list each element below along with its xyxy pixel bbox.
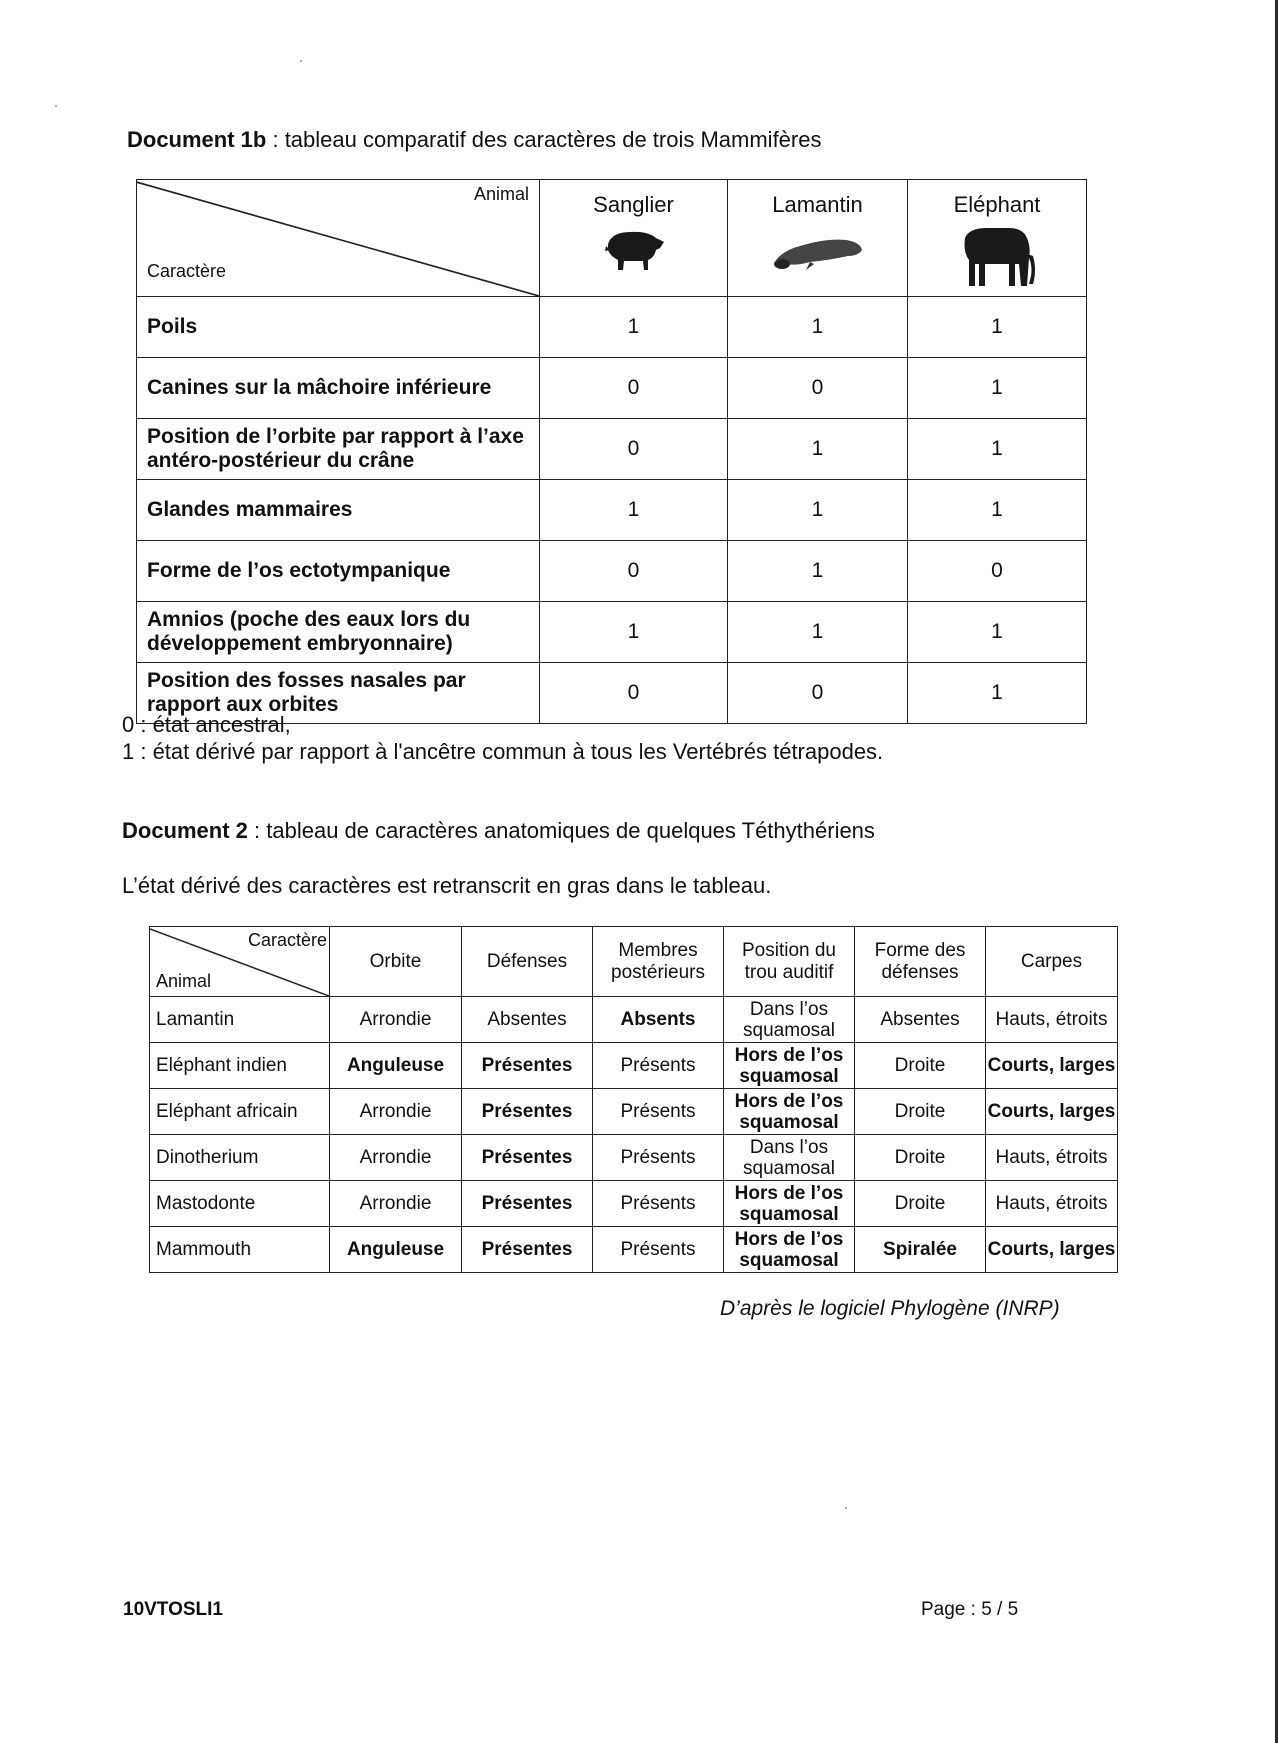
doc1b-row <box>137 297 1087 358</box>
doc1b-value: 0 <box>540 541 728 602</box>
doc1b-value: 0 <box>908 541 1087 602</box>
doc2-cell: Arrondie <box>330 1181 462 1227</box>
doc2-cell: Présents <box>593 1135 724 1181</box>
doc1b-row <box>137 541 1087 602</box>
doc1b-title-bold: Document 1b <box>127 127 267 152</box>
doc2-header-animal: Animal <box>156 971 212 991</box>
legend-line-1: 1 : état dérivé par rapport à l'ancêtre commun à tous les Vertébrés tétrapodes. <box>122 739 884 764</box>
scan-speck <box>300 60 302 62</box>
doc2-cell: Présents <box>593 1089 724 1135</box>
doc2-row <box>150 1135 1118 1181</box>
doc2-title-rest: : tableau de caractères anatomiques de quelques Téthythériens <box>247 818 875 843</box>
doc2-cell: Arrondie <box>330 1135 462 1181</box>
doc1b-heading <box>127 127 821 153</box>
doc2-table <box>149 926 1118 1273</box>
doc2-header-caractere: Caractère <box>247 930 327 950</box>
doc1b-corner-cell <box>137 180 540 297</box>
doc2-cell: Arrondie <box>330 1089 462 1135</box>
doc1b-row-label: Position de l’orbite par rapport à l’axe antéro-postérieur du crâne <box>137 419 540 480</box>
doc1b-value: 1 <box>908 358 1087 419</box>
doc2-cell: Courts, larges <box>986 1089 1118 1135</box>
doc1b-value: 1 <box>908 297 1087 358</box>
doc1b-row-label: Amnios (poche des eaux lors du développement embryonnaire) <box>137 602 540 663</box>
doc2-row <box>150 997 1118 1043</box>
doc2-cell: Absentes <box>462 997 593 1043</box>
animal-name: Eléphant <box>953 192 1041 217</box>
doc2-cell: Absents <box>593 997 724 1043</box>
elephant-icon <box>957 224 1037 290</box>
doc2-cell: Courts, larges <box>986 1043 1118 1089</box>
doc1b-value: 1 <box>728 419 908 480</box>
doc2-cell: Présents <box>593 1227 724 1273</box>
doc1b-row-label: Glandes mammaires <box>137 480 540 541</box>
doc1b-table <box>136 179 1087 724</box>
doc2-cell: Hors de l’os squamosal <box>724 1181 855 1227</box>
doc1b-value: 0 <box>728 358 908 419</box>
doc1b-value: 1 <box>728 541 908 602</box>
animal-col-elephant <box>908 180 1087 297</box>
doc2-cell: Courts, larges <box>986 1227 1118 1273</box>
doc2-note: L’état dérivé des caractères est retranscrit en gras dans le tableau. <box>122 873 772 898</box>
doc2-cell: Spiralée <box>855 1227 986 1273</box>
doc1b-value: 1 <box>908 663 1087 724</box>
doc2-animal: Eléphant africain <box>150 1089 330 1135</box>
doc2-col-header: Membres postérieurs <box>593 927 724 997</box>
doc1b-value: 1 <box>908 602 1087 663</box>
footer-page: Page : 5 / 5 <box>921 1599 1019 1620</box>
doc1b-row <box>137 358 1087 419</box>
doc1b-row-label: Forme de l’os ectotympanique <box>137 541 540 602</box>
doc2-cell: Droite <box>855 1089 986 1135</box>
doc2-cell: Hauts, étroits <box>986 1181 1118 1227</box>
doc2-cell: Présentes <box>462 1135 593 1181</box>
animal-col-sanglier <box>540 180 728 297</box>
doc1b-value: 0 <box>540 358 728 419</box>
doc1b-value: 1 <box>908 480 1087 541</box>
doc1b-value: 1 <box>540 297 728 358</box>
doc2-cell: Dans l’os squamosal <box>724 1135 855 1181</box>
doc2-heading <box>122 818 875 844</box>
animal-col-lamantin <box>728 180 908 297</box>
doc2-animal: Eléphant indien <box>150 1043 330 1089</box>
animal-name: Lamantin <box>772 192 863 217</box>
doc2-cell: Hors de l’os squamosal <box>724 1227 855 1273</box>
manatee-icon <box>770 224 866 274</box>
doc2-cell: Droite <box>855 1043 986 1089</box>
doc2-cell: Arrondie <box>330 997 462 1043</box>
doc2-cell: Hors de l’os squamosal <box>724 1089 855 1135</box>
doc1b-value: 1 <box>540 480 728 541</box>
doc2-cell: Hors de l’os squamosal <box>724 1043 855 1089</box>
doc2-row <box>150 1227 1118 1273</box>
doc1b-header-caractere: Caractère <box>147 261 227 281</box>
doc1b-row-label: Poils <box>137 297 540 358</box>
doc2-row <box>150 1043 1118 1089</box>
doc2-col-header: Forme des défenses <box>855 927 986 997</box>
doc2-cell: Présentes <box>462 1043 593 1089</box>
doc1b-header-animal: Animal <box>473 184 529 204</box>
doc1b-value: 1 <box>728 602 908 663</box>
doc2-cell: Présentes <box>462 1181 593 1227</box>
doc1b-row-label: Canines sur la mâchoire inférieure <box>137 358 540 419</box>
doc1b-row-label: Position des fosses nasales par rapport aux orbites <box>137 663 540 724</box>
doc2-cell: Présentes <box>462 1089 593 1135</box>
doc2-col-header: Position du trou auditif <box>724 927 855 997</box>
doc1b-row <box>137 602 1087 663</box>
doc2-cell: Présentes <box>462 1227 593 1273</box>
doc2-row <box>150 1181 1118 1227</box>
doc2-col-header: Défenses <box>462 927 593 997</box>
doc2-cell: Hauts, étroits <box>986 1135 1118 1181</box>
legend-line-0: 0 : état ancestral, <box>122 712 291 737</box>
doc1b-value: 1 <box>540 602 728 663</box>
doc2-cell: Hauts, étroits <box>986 997 1118 1043</box>
doc1b-row <box>137 480 1087 541</box>
source-citation: D’après le logiciel Phylogène (INRP) <box>720 1297 1060 1320</box>
doc1b-value: 0 <box>540 663 728 724</box>
boar-icon <box>602 224 666 274</box>
doc2-cell: Droite <box>855 1181 986 1227</box>
doc1b-title-rest: : tableau comparatif des caractères de trois Mammifères <box>266 127 822 152</box>
doc2-cell: Dans l’os squamosal <box>724 997 855 1043</box>
scan-speck <box>55 105 57 107</box>
doc2-animal: Mastodonte <box>150 1181 330 1227</box>
doc2-corner-cell <box>150 927 330 997</box>
doc1b-row <box>137 419 1087 480</box>
doc2-animal: Mammouth <box>150 1227 330 1273</box>
doc2-col-header: Orbite <box>330 927 462 997</box>
doc1b-header-row <box>137 180 1087 297</box>
doc2-cell: Absentes <box>855 997 986 1043</box>
doc2-header-row <box>150 927 1118 997</box>
doc2-cell: Anguleuse <box>330 1227 462 1273</box>
doc1b-value: 0 <box>728 663 908 724</box>
footer-code: 10VTOSLI1 <box>123 1599 223 1620</box>
doc2-row <box>150 1089 1118 1135</box>
doc1b-value: 0 <box>540 419 728 480</box>
doc2-animal: Dinotherium <box>150 1135 330 1181</box>
doc2-col-header: Carpes <box>986 927 1118 997</box>
doc2-cell: Présents <box>593 1043 724 1089</box>
doc2-title-bold: Document 2 <box>122 818 248 843</box>
animal-name: Sanglier <box>593 192 674 217</box>
doc2-animal: Lamantin <box>150 997 330 1043</box>
doc2-cell: Anguleuse <box>330 1043 462 1089</box>
doc2-cell: Droite <box>855 1135 986 1181</box>
doc1b-value: 1 <box>728 480 908 541</box>
doc1b-value: 1 <box>908 419 1087 480</box>
doc2-cell: Présents <box>593 1181 724 1227</box>
doc1b-value: 1 <box>728 297 908 358</box>
scan-speck <box>845 1507 847 1509</box>
